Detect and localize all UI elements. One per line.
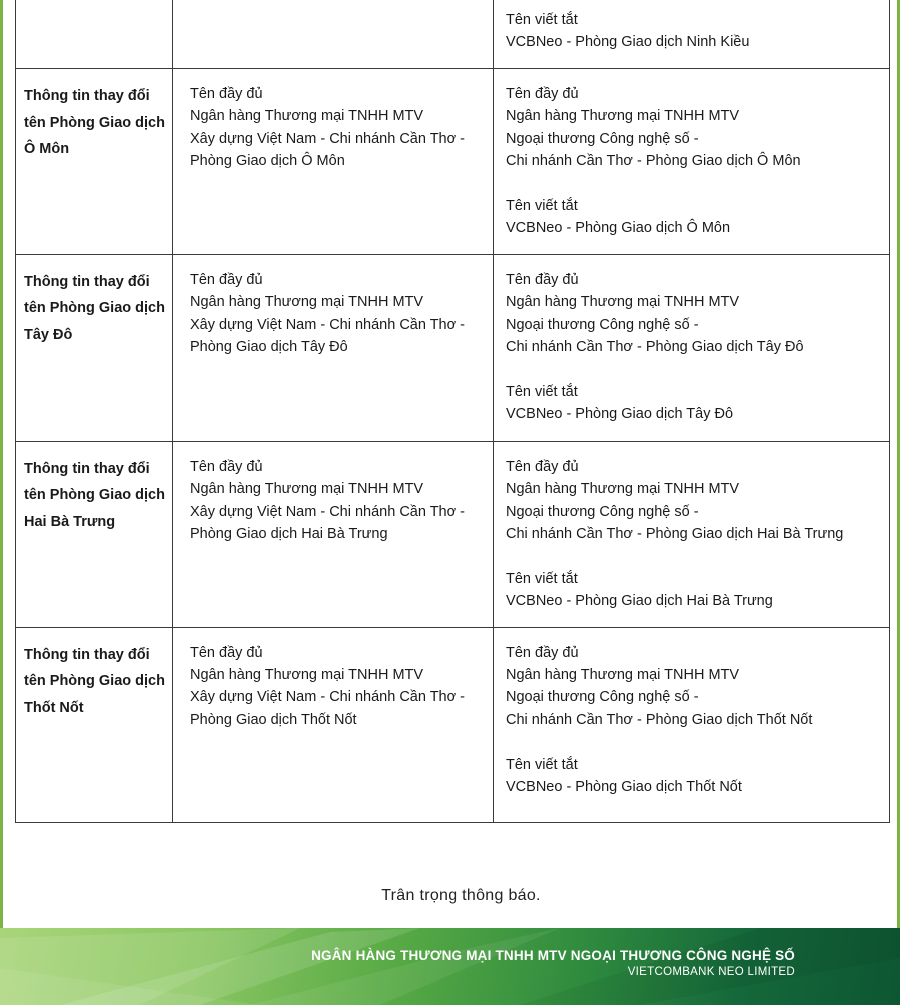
footer-bank-name-english: VIETCOMBANK NEO LIMITED [627, 966, 795, 978]
new-name-cell [494, 69, 890, 255]
change-label-cell [16, 627, 173, 822]
old-name-cell [173, 0, 494, 69]
old-name-line: Phòng Giao dịch Thốt Nốt [190, 711, 357, 728]
new-name-cell [494, 441, 890, 627]
table-row [16, 441, 890, 627]
change-label-line: Thốt Nốt [24, 699, 84, 716]
old-name-line: Phòng Giao dịch Hai Bà Trưng [190, 526, 388, 543]
new-name-line: VCBNeo - Phòng Giao dịch Hai Bà Trưng [506, 593, 773, 610]
new-name-line: Ngân hàng Thương mại TNHH MTV [506, 667, 740, 684]
paragraph-gap [506, 173, 881, 195]
new-name-line: Tên đầy đủ [506, 644, 579, 661]
old-name-cell [173, 441, 494, 627]
old-name-line: Ngân hàng Thương mại TNHH MTV [190, 108, 424, 125]
change-label-line: tên Phòng Giao dịch [24, 487, 165, 504]
new-name-line: Ngoại thương Công nghệ số - [506, 130, 699, 147]
change-label-line: Tây Đô [24, 326, 73, 343]
paragraph-gap [506, 358, 881, 380]
new-name-line: Ngoại thương Công nghệ số - [506, 689, 699, 706]
change-label-cell [16, 0, 173, 69]
name-change-table-body [16, 0, 890, 822]
table-row [16, 69, 890, 255]
old-name-cell [173, 254, 494, 441]
change-label-line: tên Phòng Giao dịch [24, 114, 165, 131]
new-name-line: Tên đầy đủ [506, 86, 579, 102]
change-label-line: Hai Bà Trưng [24, 513, 116, 530]
old-name-line: Phòng Giao dịch Ô Môn [190, 153, 345, 170]
old-name-line: Xây dựng Việt Nam - Chi nhánh Cần Thơ - [190, 503, 465, 520]
new-name-cell [494, 254, 890, 441]
new-name-line: Tên đầy đủ [506, 271, 579, 288]
new-name-line: VCBNeo - Phòng Giao dịch Thốt Nốt [506, 779, 742, 796]
table-row [16, 254, 890, 441]
old-name-line: Ngân hàng Thương mại TNHH MTV [190, 667, 424, 684]
new-name-cell [494, 0, 890, 69]
paragraph-gap [506, 545, 881, 567]
old-name-line: Tên đầy đủ [190, 86, 263, 102]
old-name-line: Ngân hàng Thương mại TNHH MTV [190, 294, 424, 311]
table-row [16, 627, 890, 822]
new-name-line: Ngân hàng Thương mại TNHH MTV [506, 294, 740, 311]
change-label-line: Thông tin thay đổi [24, 88, 150, 104]
old-name-line: Tên đầy đủ [190, 644, 263, 661]
new-name-line: Chi nhánh Cần Thơ - Phòng Giao dịch Hai Bà Trưng [506, 526, 844, 543]
name-change-table [15, 0, 890, 823]
new-name-line: Ngân hàng Thương mại TNHH MTV [506, 108, 740, 125]
new-name-line: VCBNeo - Phòng Giao dịch Ninh Kiều [506, 34, 750, 51]
new-name-line: Chi nhánh Cần Thơ - Phòng Giao dịch Thốt Nốt [506, 711, 813, 728]
change-label-line: tên Phòng Giao dịch [24, 673, 165, 690]
new-name-line: Tên viết tắt [506, 570, 578, 587]
new-name-line: Ngoại thương Công nghệ số - [506, 316, 699, 333]
closing-text: Trân trọng thông báo. [381, 887, 541, 904]
change-label-cell [16, 69, 173, 255]
old-name-line: Xây dựng Việt Nam - Chi nhánh Cần Thơ - [190, 689, 465, 706]
new-name-line: Chi nhánh Cần Thơ - Phòng Giao dịch Tây Đô [506, 339, 804, 356]
old-name-line: Tên đầy đủ [190, 458, 263, 475]
new-name-line: Tên viết tắt [506, 12, 578, 28]
table-row [16, 0, 890, 69]
old-name-line: Ngân hàng Thương mại TNHH MTV [190, 481, 424, 498]
old-name-line: Xây dựng Việt Nam - Chi nhánh Cần Thơ - [190, 316, 465, 333]
change-label-cell [16, 441, 173, 627]
new-name-line: VCBNeo - Phòng Giao dịch Ô Môn [506, 220, 731, 237]
old-name-line: Xây dựng Việt Nam - Chi nhánh Cần Thơ - [190, 130, 465, 147]
old-name-cell [173, 627, 494, 822]
old-name-cell [173, 69, 494, 255]
new-name-line: Tên viết tắt [506, 198, 578, 215]
new-name-line: VCBNeo - Phòng Giao dịch Tây Đô [506, 406, 734, 423]
change-label-cell [16, 254, 173, 441]
change-label-line: tên Phòng Giao dịch [24, 300, 165, 317]
change-label-line: Ô Môn [24, 141, 70, 157]
new-name-cell [494, 627, 890, 822]
change-label-line: Thông tin thay đổi [24, 460, 150, 477]
footer-bank-name: NGÂN HÀNG THƯƠNG MẠI TNHH MTV NGOẠI THƯƠNG CÔNG NGHỆ SỐ [311, 948, 795, 963]
new-name-line: Chi nhánh Cần Thơ - Phòng Giao dịch Ô Môn [506, 153, 801, 170]
change-label-line: Thông tin thay đổi [24, 273, 150, 290]
new-name-line: Tên viết tắt [506, 383, 578, 400]
change-label-line: Thông tin thay đổi [24, 646, 150, 663]
paragraph-gap [506, 731, 881, 753]
new-name-line: Ngoại thương Công nghệ số - [506, 503, 699, 520]
old-name-line: Tên đầy đủ [190, 271, 263, 288]
new-name-line: Ngân hàng Thương mại TNHH MTV [506, 481, 740, 498]
new-name-line: Tên đầy đủ [506, 458, 579, 475]
old-name-line: Phòng Giao dịch Tây Đô [190, 339, 348, 356]
footer-banner [0, 928, 900, 1005]
page-frame-left [0, 0, 3, 928]
new-name-line: Tên viết tắt [506, 756, 578, 773]
